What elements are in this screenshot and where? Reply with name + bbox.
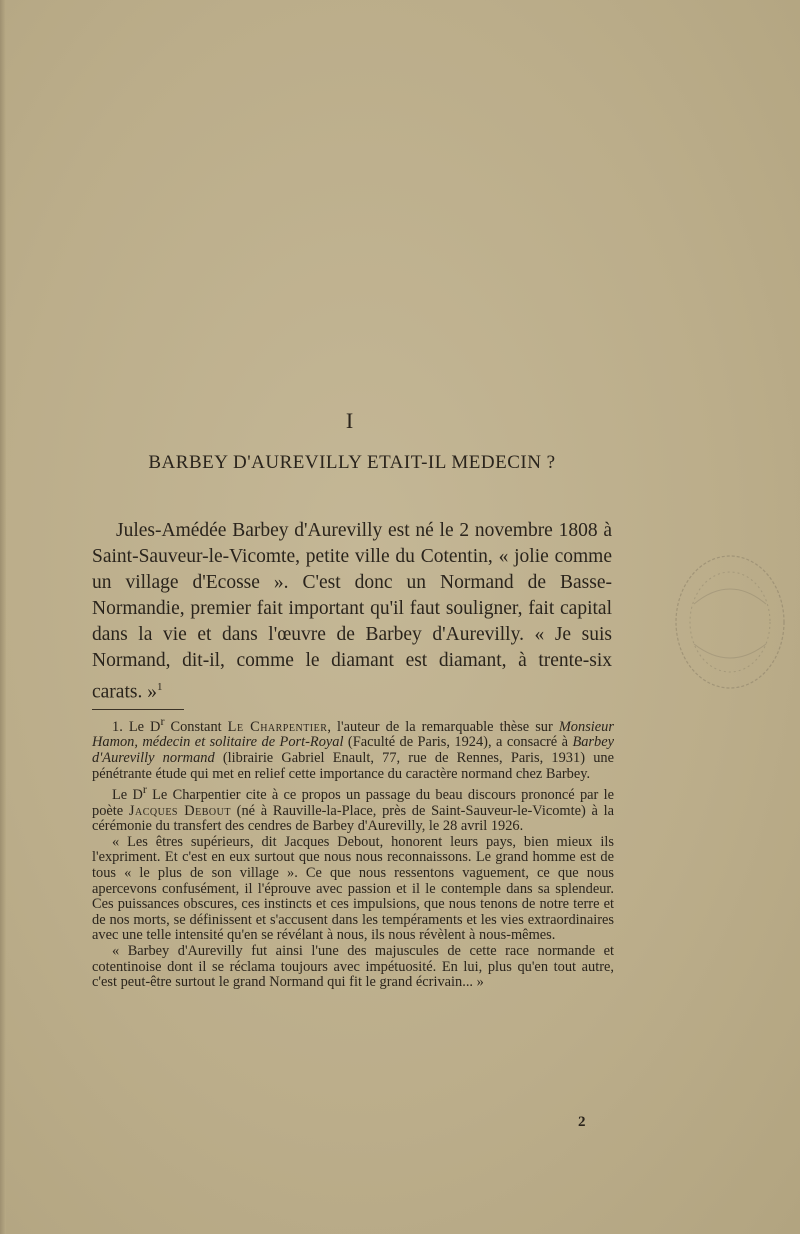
paragraph-text: Jules-Amédée Barbey d'Aurevilly est né le 2 novembre 1808 à Saint-Sauveur-le-Vicomte, petite ville du Cotentin, « jolie comme un village d'Ecosse ». C'est donc un Normand de Basse-Normandie, premier fait important qu'il faut souligner, fait capital dans la vie et dans l'œuvre de Barbey d'Aurevilly. « Je suis Normand, dit-il, comme le diamant est diamant, à trente-six carats. » xyxy=(92,520,612,703)
page-number: 2 xyxy=(578,1114,586,1130)
main-paragraph xyxy=(92,518,612,706)
footnote-rule xyxy=(92,709,184,710)
library-stamp-icon xyxy=(664,544,792,700)
page-edge xyxy=(0,0,6,1234)
footnote-1: 1. Le $D^r$ Constant Le Charpentier, l'auteur de la remarquable thèse sur Monsieur Hamon, médecin et solitaire de Port-Royal (Faculté de Paris, 1924), a consacré à Barbey d'Aurevilly normand (librairie Gabriel Enault, 77, rue de Rennes, Paris, 1931) une pénétrante étude qui met en relief cette importance du caractère normand chez Barbey. xyxy=(92,714,614,782)
footnote-4: « Barbey d'Aurevilly fut ainsi l'une des majuscules de cette race normande et cotentinoise dont il se réclama toujours avec impétuosité. En lui, plus qu'en tout autre, c'est peut-être surtout le grand Normand qui fit le grand écrivain... » xyxy=(92,942,614,991)
chapter-title: BARBEY D'AUREVILLY ETAIT-IL MEDECIN ? xyxy=(148,452,556,473)
chapter-number: I xyxy=(345,408,355,433)
footnotes xyxy=(92,714,614,991)
footnote-2: Le $D^r$ Le Charpentier cite à ce propos un passage du beau discours prononcé par le poète Jacques Debout (né à Rauville-la-Place, près de Saint-Sauveur-le-Vicomte) à la cérémonie du transfert des cendres de Barbey d'Aurevilly, le 28 avril 1926. xyxy=(92,782,615,835)
footnote-3: « Les êtres supérieurs, dit Jacques Debout, honorent leurs pays, bien mieux ils l'expriment. Et c'est en eux surtout que nous nous reconnaissons. Le grand homme est de tous « le plus de son village ». Ce que nous ressentons vaguement, ce que nous apercevons confusément, il l'éprouve avec passion et il le contemple dans sa splendeur. Ces puissances obscures, ces instincts et ces impulsions, que nous tenons de notre terre et de nos morts, se définissent et s'accusent dans les tempéraments et les vies extraordinaires avec une telle intensité qu'en se révélant à nous, ils nous révèlent à nous-mêmes. xyxy=(92,833,614,944)
footnote-reference: 1 xyxy=(156,681,163,693)
